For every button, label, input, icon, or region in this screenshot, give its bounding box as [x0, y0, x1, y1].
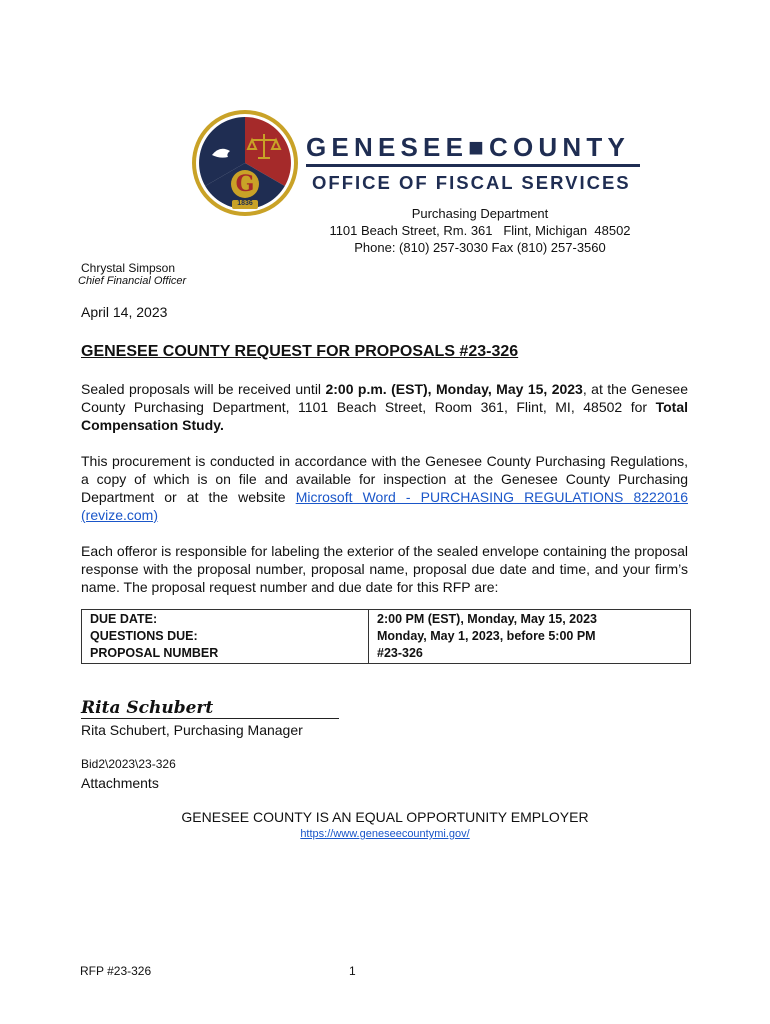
table-label: DUE DATE:: [82, 610, 369, 629]
department-block: [300, 205, 660, 256]
org-name: GENESEE■COUNTY: [306, 132, 630, 162]
para1-text-b: , at the Genesee County Purchasing Department, 1101 Beach Street, Room 361, Flint, MI, 48502 for: [81, 381, 688, 415]
rfp-heading: GENESEE COUNTY REQUEST FOR PROPOSALS #23-326: [81, 343, 519, 360]
file-reference: Bid2\2023\23-326: [81, 757, 176, 771]
para1-text-a: Sealed proposals will be received until: [81, 381, 326, 397]
department-name: Purchasing Department: [411, 206, 549, 221]
letterhead-rule: [306, 164, 640, 167]
cfo-title: Chief Financial Officer: [78, 275, 187, 287]
letter-date: April 14, 2023: [81, 304, 168, 320]
county-website-link[interactable]: https://www.geneseecountymi.gov/: [300, 828, 470, 840]
deadline-bold: 2:00 p.m. (EST), Monday, May 15, 2023: [325, 381, 583, 397]
regulations-link[interactable]: Microsoft Word - PURCHASING REGULATIONS 8222016 (revize.com): [81, 489, 688, 523]
paragraph-submission: [81, 380, 688, 434]
page-number: 1: [349, 964, 356, 978]
signer-name: Rita Schubert, Purchasing Manager: [81, 722, 303, 738]
subject-bold: Total Compensation Study.: [81, 399, 688, 433]
cfo-name: Chrystal Simpson: [81, 261, 176, 275]
equal-opportunity-statement: GENESEE COUNTY IS AN EQUAL OPPORTUNITY EMPLOYER: [181, 809, 589, 825]
paragraph-regulations: [81, 452, 688, 524]
table-label: PROPOSAL NUMBER: [82, 645, 369, 664]
seal-year: 1836: [237, 200, 253, 207]
handwritten-signature: Rita Schubert: [81, 698, 214, 718]
department-address: 1101 Beach Street, Rm. 361 Flint, Michigan 48502: [329, 223, 631, 238]
table-value: #23-326: [369, 645, 691, 664]
due-date-table: [81, 609, 691, 664]
para2-text: This procurement is conducted in accordance with the Genesee County Purchasing Regulations, a copy of which is on file and available for inspection at the Genesee County Purchasing Department or at the website: [81, 453, 688, 505]
footer-rfp-number: RFP #23-326: [80, 964, 152, 978]
office-name: OFFICE OF FISCAL SERVICES: [312, 172, 631, 193]
attachments-label: Attachments: [81, 775, 159, 791]
table-row: [82, 610, 691, 629]
signature-line: [81, 718, 339, 719]
table-label: QUESTIONS DUE:: [82, 628, 369, 645]
table-value: 2:00 PM (EST), Monday, May 15, 2023: [369, 610, 691, 629]
paragraph-labeling: Each offeror is responsible for labeling the exterior of the sealed envelope containing the proposal response with the proposal number, proposal name, proposal due date and time, and your firm’s name. The proposal request number and due date for this RFP are:: [81, 543, 688, 595]
table-row: [82, 645, 691, 664]
table-row: [82, 628, 691, 645]
seal-letter: G: [235, 171, 255, 197]
website-line: [0, 828, 770, 840]
table-value: Monday, May 1, 2023, before 5:00 PM: [369, 628, 691, 645]
department-phone: Phone: (810) 257-3030 Fax (810) 257-3560: [354, 240, 606, 255]
